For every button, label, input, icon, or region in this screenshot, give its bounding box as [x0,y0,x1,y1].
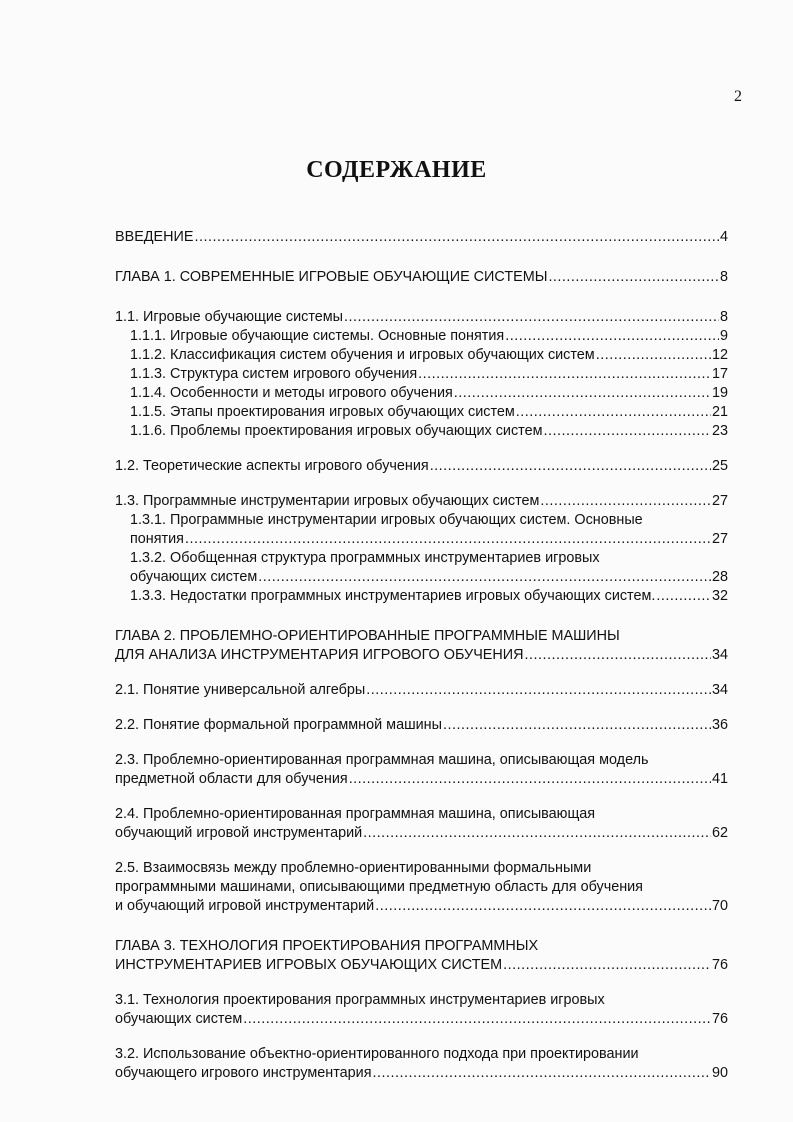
toc-entry-1-1 [115,308,728,327]
page-number: 2 [734,88,742,105]
toc-entry-text: 1.1.1. Игровые обучающие системы. Основные понятия [130,328,505,344]
document-title: СОДЕРЖАНИЕ [306,157,487,183]
toc-entry-chapter-2 [115,627,728,665]
toc-entry-page: 23 [711,423,728,439]
toc-entry-text: 2.4. Проблемно-ориентированная программная машина, описывающая [115,806,596,822]
toc-entry-text: 1.1.5. Этапы проектирования игровых обучающих систем [130,404,515,420]
toc-entry-text-cont: программными машинами, описывающими предметную область для обучения [115,879,643,895]
toc-entry-text-cont: ДЛЯ АНАЛИЗА ИНСТРУМЕНТАРИЯ ИГРОВОГО ОБУЧЕНИЯ [115,647,524,663]
toc-entry-1-2 [115,457,728,476]
toc-entry-2-2 [115,716,728,735]
toc-entry-text: ГЛАВА 2. ПРОБЛЕМНО-ОРИЕНТИРОВАННЫЕ ПРОГРАММНЫЕ МАШИНЫ [115,628,620,644]
toc-entry-text: 1.1.3. Структура систем игрового обучения [130,366,418,382]
toc-entry-text-cont: обучающих систем [130,569,258,585]
toc-entry-page: 90 [711,1065,728,1081]
toc-entry-text-cont: обучающий игровой инструментарий [115,825,363,841]
toc-entry-1-1-3 [115,365,728,384]
leader-dots [443,716,711,735]
leader-dots [454,384,711,403]
toc-entry-text: 1.3.3. Недостатки программных инструментариев игровых обучающих систем. [130,588,656,604]
toc-entry-text: 1.1.4. Особенности и методы игрового обучения [130,385,453,401]
toc-entry-page: 41 [711,771,728,787]
toc-entry-text: 2.3. Проблемно-ориентированная программная машина, описывающая модель [115,752,649,768]
leader-dots [363,824,711,843]
toc-entry-text-cont: обучающих систем [115,1011,243,1027]
leader-dots [540,492,711,511]
toc-entry-page: 76 [711,957,728,973]
toc-entry-page: 12 [711,347,728,363]
toc-entry-page: 4 [719,229,728,245]
leader-dots [516,403,711,422]
toc-entry-2-3 [115,751,728,789]
leader-dots [243,1010,711,1029]
toc-entry-text: 1.2. Теоретические аспекты игрового обучения [115,458,429,474]
toc-entry-1-3-3 [115,587,728,606]
toc-entry-page: 70 [711,898,728,914]
toc-entry-page: 25 [711,458,728,474]
leader-dots [366,681,711,700]
toc-entry-text: 2.5. Взаимосвязь между проблемно-ориентированными формальными [115,860,592,876]
toc-entry-text: 1.3.2. Обобщенная структура программных инструментариев игровых [130,550,600,566]
toc-entry-page: 36 [711,717,728,733]
toc-entry-page: 8 [719,309,728,325]
toc-entry-2-1 [115,681,728,700]
toc-entry-text: ВВЕДЕНИЕ [115,229,194,245]
leader-dots [258,568,711,587]
leader-dots [503,956,711,975]
leader-dots [373,1064,711,1083]
toc-entry-text-cont: предметной области для обучения [115,771,348,787]
toc-entry-text: 1.1.2. Классификация систем обучения и игровых обучающих систем [130,347,595,363]
leader-dots [418,365,711,384]
toc-entry-2-4 [115,805,728,843]
toc-entry-1-1-1 [115,327,728,346]
leader-dots [349,770,711,789]
toc-entry-page: 19 [711,385,728,401]
toc-entry-chapter-1 [115,268,728,287]
leader-dots [596,346,711,365]
toc-entry-page: 34 [711,647,728,663]
toc-entry-page: 27 [711,531,728,547]
leader-dots [375,897,711,916]
leader-dots [430,457,711,476]
toc-entry-3-2 [115,1045,728,1083]
toc-entry-text: 1.1. Игровые обучающие системы [115,309,343,325]
toc-entry-text: 3.1. Технология проектирования программных инструментариев игровых [115,992,605,1008]
leader-dots [194,228,719,247]
toc-entry-page: 62 [711,825,728,841]
toc-entry-1-1-6 [115,422,728,441]
toc-entry-page: 17 [711,366,728,382]
toc-entry-text-cont: и обучающий игровой инструментарий [115,898,375,914]
leader-dots [185,530,711,549]
leader-dots [525,646,711,665]
toc-entry-text: 1.3.1. Программные инструментарии игровых обучающих систем. Основные [130,512,643,528]
leader-dots [543,422,711,441]
toc-entry-1-1-4 [115,384,728,403]
table-of-contents [115,228,728,1083]
toc-entry-text: ГЛАВА 3. ТЕХНОЛОГИЯ ПРОЕКТИРОВАНИЯ ПРОГРАММНЫХ [115,938,539,954]
toc-entry-page: 9 [719,328,728,344]
toc-entry-text: 3.2. Использование объектно-ориентированного подхода при проектировании [115,1046,639,1062]
toc-entry-text: 2.1. Понятие универсальной алгебры [115,682,366,698]
toc-entry-intro [115,228,728,247]
toc-entry-page: 34 [711,682,728,698]
toc-entry-1-3-2 [115,549,728,587]
toc-entry-text-cont: обучающего игрового инструментария [115,1065,372,1081]
toc-entry-text-cont: понятия [130,531,184,547]
leader-dots [548,268,719,287]
toc-entry-page: 28 [711,569,728,585]
leader-dots [505,327,719,346]
toc-entry-3-1 [115,991,728,1029]
toc-entry-page: 8 [719,269,728,285]
toc-entry-text: 1.1.6. Проблемы проектирования игровых обучающих систем [130,423,543,439]
toc-entry-page: 21 [711,404,728,420]
toc-entry-1-1-2 [115,346,728,365]
leader-dots [656,587,711,606]
toc-entry-page: 27 [711,493,728,509]
toc-entry-1-3-1 [115,511,728,549]
toc-entry-2-5 [115,859,728,916]
toc-entry-text: ГЛАВА 1. СОВРЕМЕННЫЕ ИГРОВЫЕ ОБУЧАЮЩИЕ СИСТЕМЫ [115,269,548,285]
toc-entry-text-cont: ИНСТРУМЕНТАРИЕВ ИГРОВЫХ ОБУЧАЮЩИХ СИСТЕМ [115,957,503,973]
toc-entry-text: 1.3. Программные инструментарии игровых обучающих систем [115,493,540,509]
toc-entry-1-3 [115,492,728,511]
toc-entry-page: 32 [711,588,728,604]
toc-entry-page: 76 [711,1011,728,1027]
leader-dots [344,308,719,327]
toc-entry-text: 2.2. Понятие формальной программной машины [115,717,442,733]
toc-entry-1-1-5 [115,403,728,422]
toc-entry-chapter-3 [115,937,728,975]
